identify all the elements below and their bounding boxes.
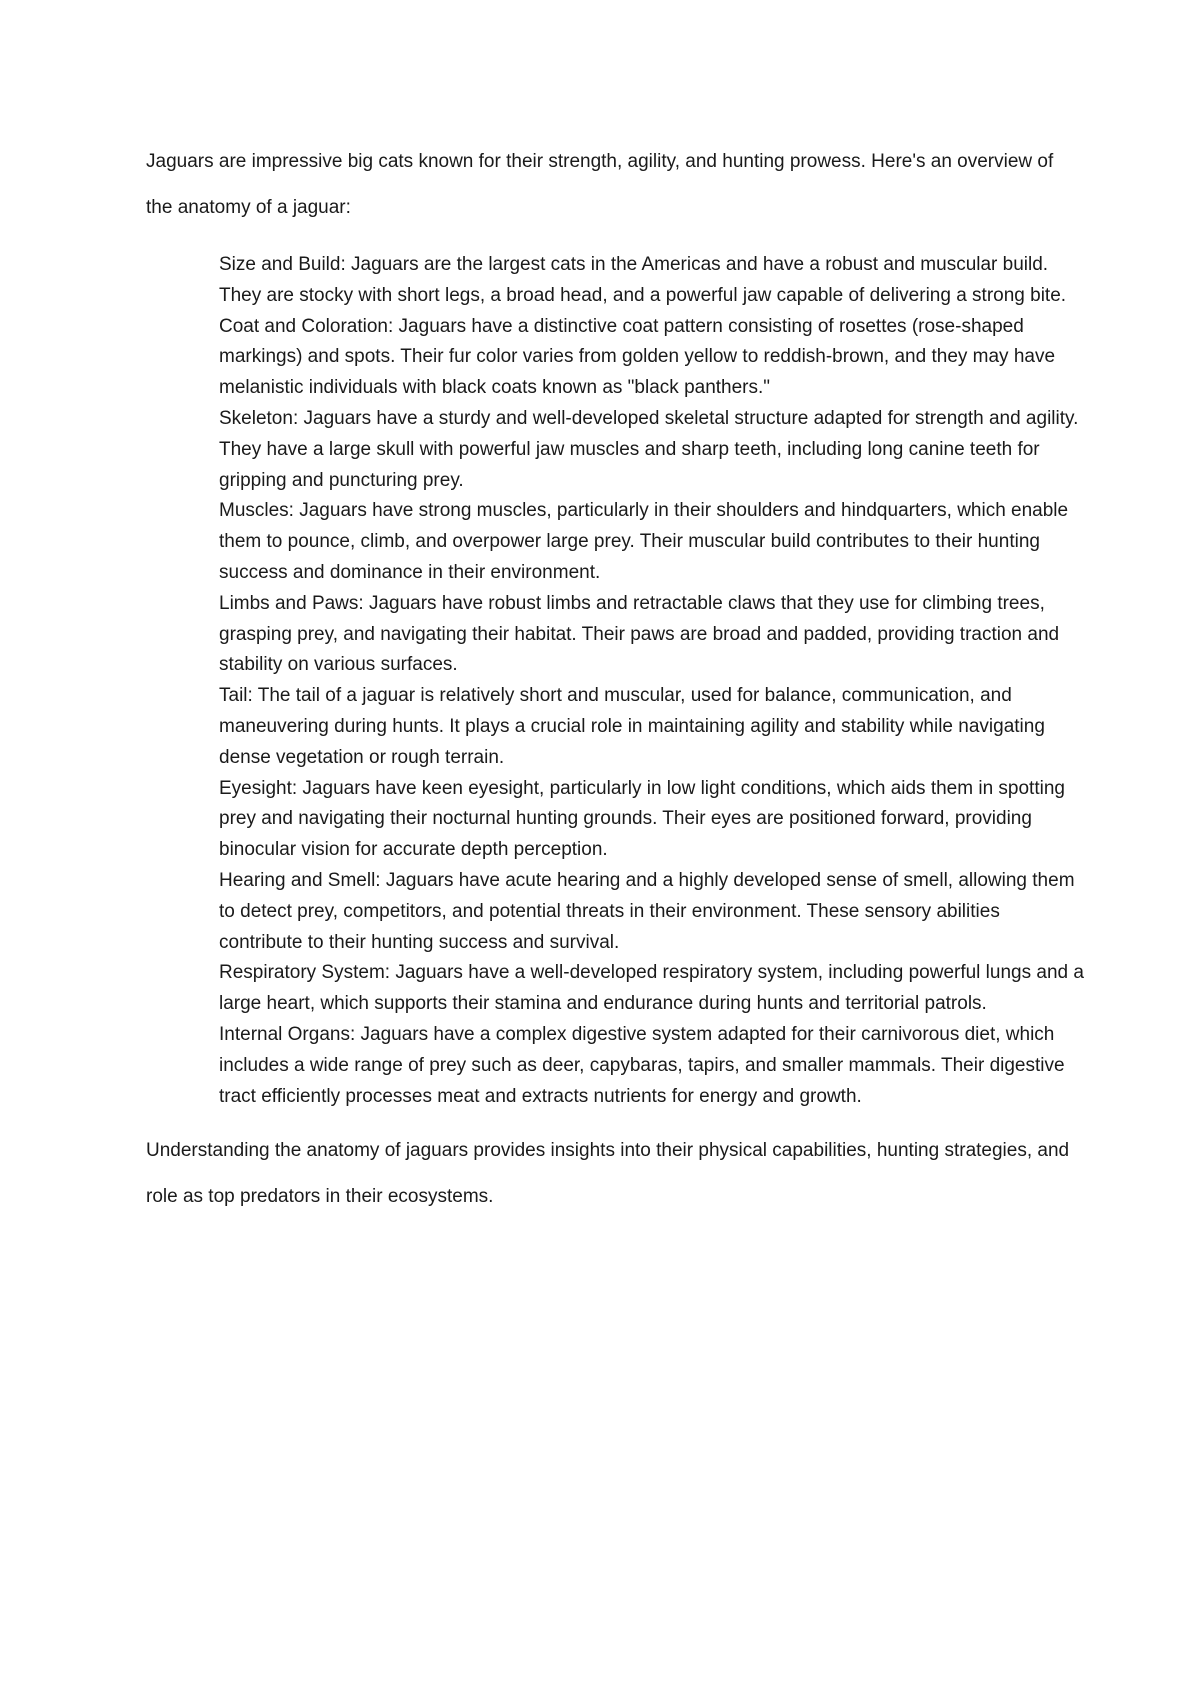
- list-item-muscles: Muscles: Jaguars have strong muscles, particularly in their shoulders and hindquarters, which enable them to pounce, climb, and overpower large prey. Their muscular build contributes to their hunting success and dominance in their environment.: [219, 500, 1069, 583]
- list-item-internal-organs: Internal Organs: Jaguars have a complex digestive system adapted for their carnivorous diet, which includes a wide range of prey such as deer, capybaras, tapirs, and smaller mammals. Their digestive tract efficiently processes meat and extracts nutrients for energy and growth.: [219, 1023, 1065, 1107]
- document-page: [146, 139, 1086, 1220]
- anatomy-list: [219, 250, 1085, 1112]
- list-item-respiratory-system: Respiratory System: Jaguars have a well-developed respiratory system, including powerful lungs and a large heart, which supports their stamina and endurance during hunts and territorial patrols.: [219, 962, 1084, 1015]
- conclusion-paragraph: Understanding the anatomy of jaguars provides insights into their physical capabilities, hunting strategies, and role as top predators in their ecosystems.: [146, 1140, 1070, 1208]
- list-item-tail: Tail: The tail of a jaguar is relatively short and muscular, used for balance, communication, and maneuvering during hunts. It plays a crucial role in maintaining agility and stability while navigating dense vegetation or rough terrain.: [219, 685, 1045, 768]
- list-item-hearing-and-smell: Hearing and Smell: Jaguars have acute hearing and a highly developed sense of smell, allowing them to detect prey, competitors, and potential threats in their environment. These sensory abilities contribute to their hunting success and survival.: [219, 869, 1075, 953]
- list-item-eyesight: Eyesight: Jaguars have keen eyesight, particularly in low light conditions, which aids them in spotting prey and navigating their nocturnal hunting grounds. Their eyes are positioned forward, providing binocular vision for accurate depth perception.: [219, 777, 1065, 861]
- intro-paragraph: Jaguars are impressive big cats known for their strength, agility, and hunting prowess. Here's an overview of the anatomy of a jaguar:: [146, 151, 1054, 218]
- list-item-skeleton: Skeleton: Jaguars have a sturdy and well-developed skeletal structure adapted for strength and agility. They have a large skull with powerful jaw muscles and sharp teeth, including long canine teeth for gripping and puncturing prey.: [219, 407, 1079, 491]
- list-item-limbs-and-paws: Limbs and Paws: Jaguars have robust limbs and retractable claws that they use for climbing trees, grasping prey, and navigating their habitat. Their paws are broad and padded, providing traction and stability on various surfaces.: [219, 592, 1060, 676]
- list-item-coat-and-coloration: Coat and Coloration: Jaguars have a distinctive coat pattern consisting of rosettes (rose-shaped markings) and spots. Their fur color varies from golden yellow to reddish-brown, and they may have melanistic individuals with black coats known as "black panthers.": [219, 315, 1056, 399]
- list-item-size-and-build: Size and Build: Jaguars are the largest cats in the Americas and have a robust and muscular build. They are stocky with short legs, a broad head, and a powerful jaw capable of delivering a strong bite.: [219, 254, 1067, 306]
